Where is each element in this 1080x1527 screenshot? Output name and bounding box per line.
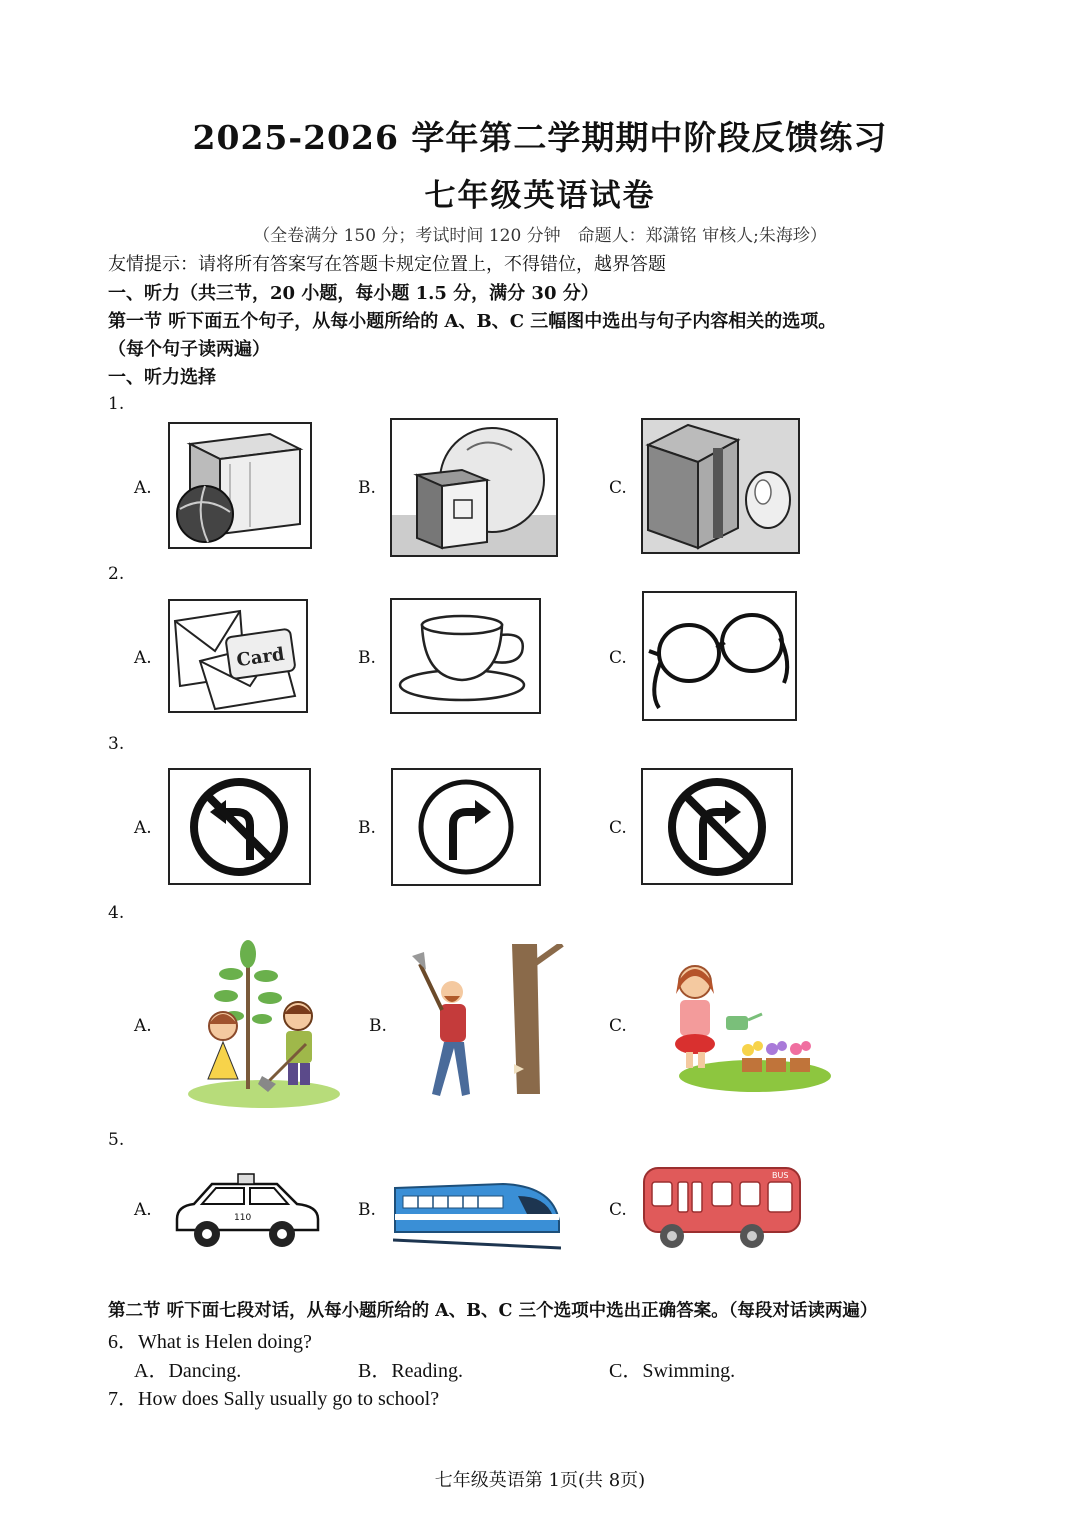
train-picture[interactable] [393, 1166, 561, 1250]
exam-title: 2025-2026 学年第二学期期中阶段反馈练习 [192, 118, 888, 157]
option-label: B. [358, 648, 376, 668]
envelopes-card-picture[interactable] [168, 599, 308, 713]
glasses-picture[interactable] [642, 591, 797, 721]
option-label: C. [609, 1200, 627, 1220]
question-number: 5. [108, 1130, 125, 1150]
section1-instruction: 第一节 听下面五个句子，从每小题所给的 A、B、C 三幅图中选出与句子内容相关的选项。 [108, 311, 837, 332]
box-basketball-picture[interactable] [168, 422, 312, 549]
option-label: A. [134, 478, 152, 498]
option-label: A. [134, 818, 152, 838]
option-label: C. [609, 818, 627, 838]
exam-subtitle: 七年级英语试卷 [424, 178, 656, 214]
question-number: 3. [108, 734, 125, 754]
question-number: 4. [108, 903, 125, 923]
friendly-tip: 友情提示：请将所有答案写在答题卡规定位置上，不得错位，越界答题 [108, 254, 666, 275]
option-label: A. [134, 648, 152, 668]
option-label: C. [609, 1016, 627, 1036]
box-ball-picture[interactable] [641, 418, 800, 554]
option-label: C. [609, 478, 627, 498]
police-car-picture[interactable] [172, 1164, 322, 1252]
card-text: Card [235, 643, 286, 672]
exam-meta: （全卷满分 150 分；考试时间 120 分钟 命题人：郑潇铭 审核人;朱海珍） [253, 226, 827, 246]
kids-planting-tree-picture[interactable] [186, 934, 342, 1110]
option-label: C. [609, 648, 627, 668]
option-label: A. [134, 1200, 152, 1220]
question-7-text: 7．How does Sally usually go to school? [108, 1388, 440, 1410]
part1-heading: 一、听力（共三节，20 小题，每小题 1.5 分，满分 30 分） [108, 283, 599, 304]
page-footer: 七年级英语第 1页(共 8页) [434, 1470, 646, 1491]
man-cutting-tree-picture[interactable] [402, 944, 587, 1108]
listening-sub-heading: 一、听力选择 [108, 367, 216, 388]
police-car-number: 110 [234, 1213, 252, 1223]
option-label: B. [358, 1200, 376, 1220]
no-right-turn-sign-picture[interactable] [641, 768, 793, 885]
option-label: B. [358, 818, 376, 838]
question-number: 1. [108, 394, 125, 414]
section1-note: （每个句子读两遍） [108, 339, 270, 360]
bus-picture[interactable] [642, 1164, 802, 1254]
girl-watering-flowers-picture[interactable] [660, 954, 832, 1094]
question-number: 2. [108, 564, 125, 584]
no-left-turn-sign-picture[interactable] [168, 768, 311, 885]
option-label: B. [369, 1016, 387, 1036]
turn-right-sign-picture[interactable] [391, 768, 541, 886]
question-6-option-a[interactable]: A．Dancing. [134, 1360, 242, 1382]
glass-ball-carton-picture[interactable] [390, 418, 558, 557]
question-6-option-b[interactable]: B．Reading. [358, 1360, 463, 1382]
question-6-text: 6．What is Helen doing? [108, 1331, 312, 1353]
cup-saucer-picture[interactable] [390, 598, 541, 714]
option-label: A. [134, 1016, 152, 1036]
question-6-option-c[interactable]: C．Swimming. [609, 1360, 736, 1382]
section2-instruction: 第二节 听下面七段对话，从每小题所给的 A、B、C 三个选项中选出正确答案。（每段对话读两遍） [108, 1301, 878, 1321]
option-label: B. [358, 478, 376, 498]
bus-text: BUS [772, 1171, 789, 1180]
